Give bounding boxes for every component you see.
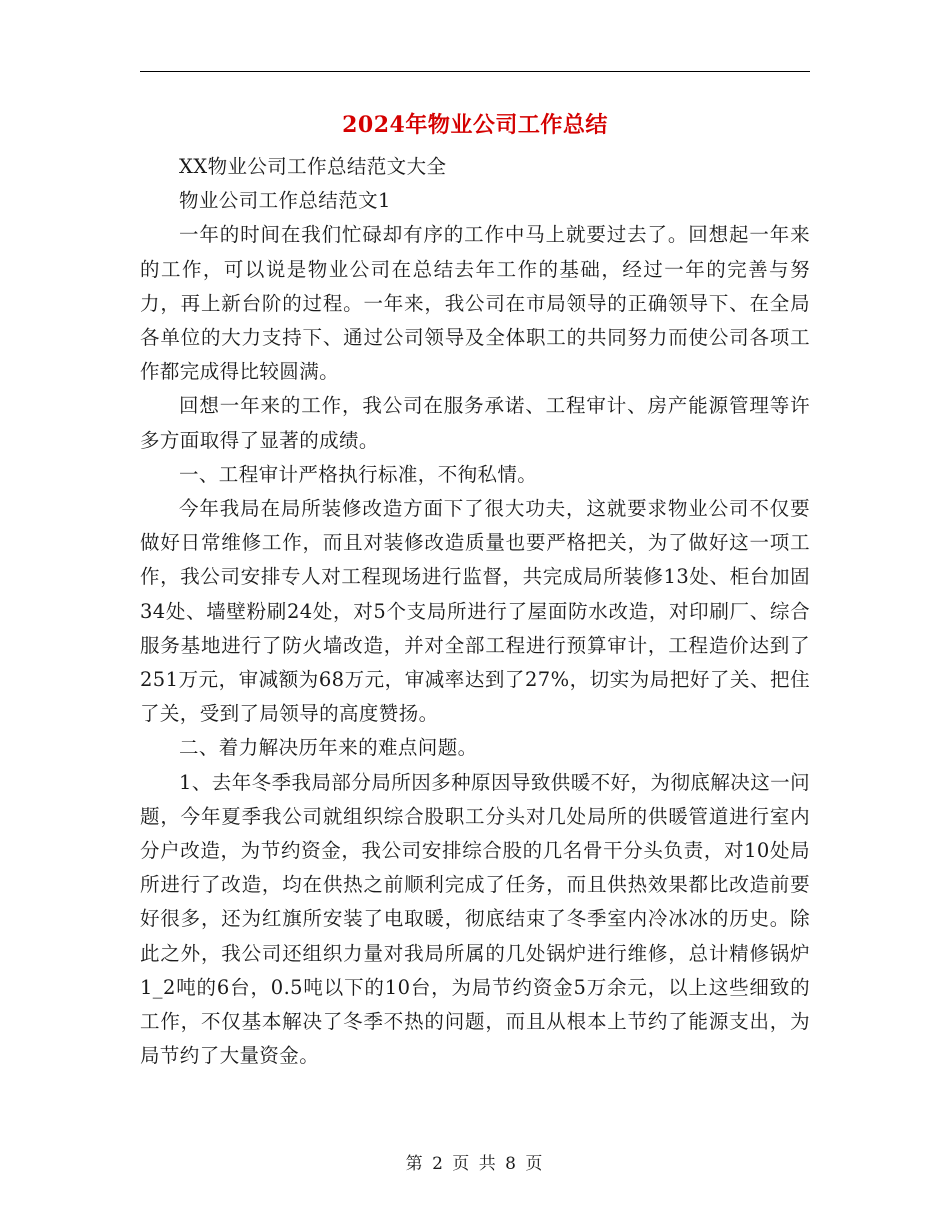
heading-audit: 一、工程审计严格执行标准，不徇私情。	[179, 462, 538, 486]
page-footer: 第 2 页 共 8 页	[405, 1154, 545, 1174]
paragraph-achievements: 回想一年来的工作，我公司在服务承诺、工程审计、房产能源管理等许多方面取得了显著的成绩。	[140, 394, 810, 452]
document-body	[140, 150, 810, 1073]
paragraph-heating: 1、去年冬季我局部分局所因多种原因导致供暖不好，为彻底解决这一问题，今年夏季我公司就组织综合股职工分头对几处局所的供暖管道进行室内分户改造，为节约资金，我公司安排综合股的几名骨干分头负责，对10处局所进行了改造，均在供热之前顺利完成了任务，而且供热效果都比改造前要好很多，还为红旗所安装了电取暖，彻底结束了冬季室内冷冰冰的历史。除此之外，我公司还组织力量对我局所属的几处锅炉进行维修，总计精修锅炉1_2吨的6台，0.5吨以下的10台，为局节约资金5万余元，以上这些细致的工作，不仅基本解决了冬季不热的问题，而且从根本上节约了能源支出，为局节约了大量资金。	[140, 770, 810, 1068]
paragraph-subtitle: XX物业公司工作总结范文大全	[179, 155, 447, 178]
header-rule	[140, 71, 810, 72]
document-title: 2024年物业公司工作总结	[342, 112, 608, 138]
heading-difficulties: 二、着力解决历年来的难点问题。	[179, 736, 478, 760]
paragraph-audit: 今年我局在局所装修改造方面下了很大功夫，这就要求物业公司不仅要做好日常维修工作，而且对装修改造质量也要严格把关，为了做好这一项工作，我公司安排专人对工程现场进行监督，共完成局所装修13处、柜台加固34处、墙壁粉刷24处，对5个支局所进行了屋面防水改造，对印刷厂、综合服务基地进行了防火墙改造，并对全部工程进行预算审计，工程造价达到了251万元，审减额为68万元，审减率达到了27%，切实为局把好了关、把住了关，受到了局领导的高度赞扬。	[140, 497, 810, 726]
paragraph-section-heading: 物业公司工作总结范文1	[179, 189, 391, 213]
paragraph-intro: 一年的时间在我们忙碌却有序的工作中马上就要过去了。回想起一年来的工作，可以说是物业公司在总结去年工作的基础，经过一年的完善与努力，再上新台阶的过程。一年来，我公司在市局领导的正确领导下、在全局各单位的大力支持下、通过公司领导及全体职工的共同努力而使公司各项工作都完成得比较圆满。	[140, 223, 810, 384]
